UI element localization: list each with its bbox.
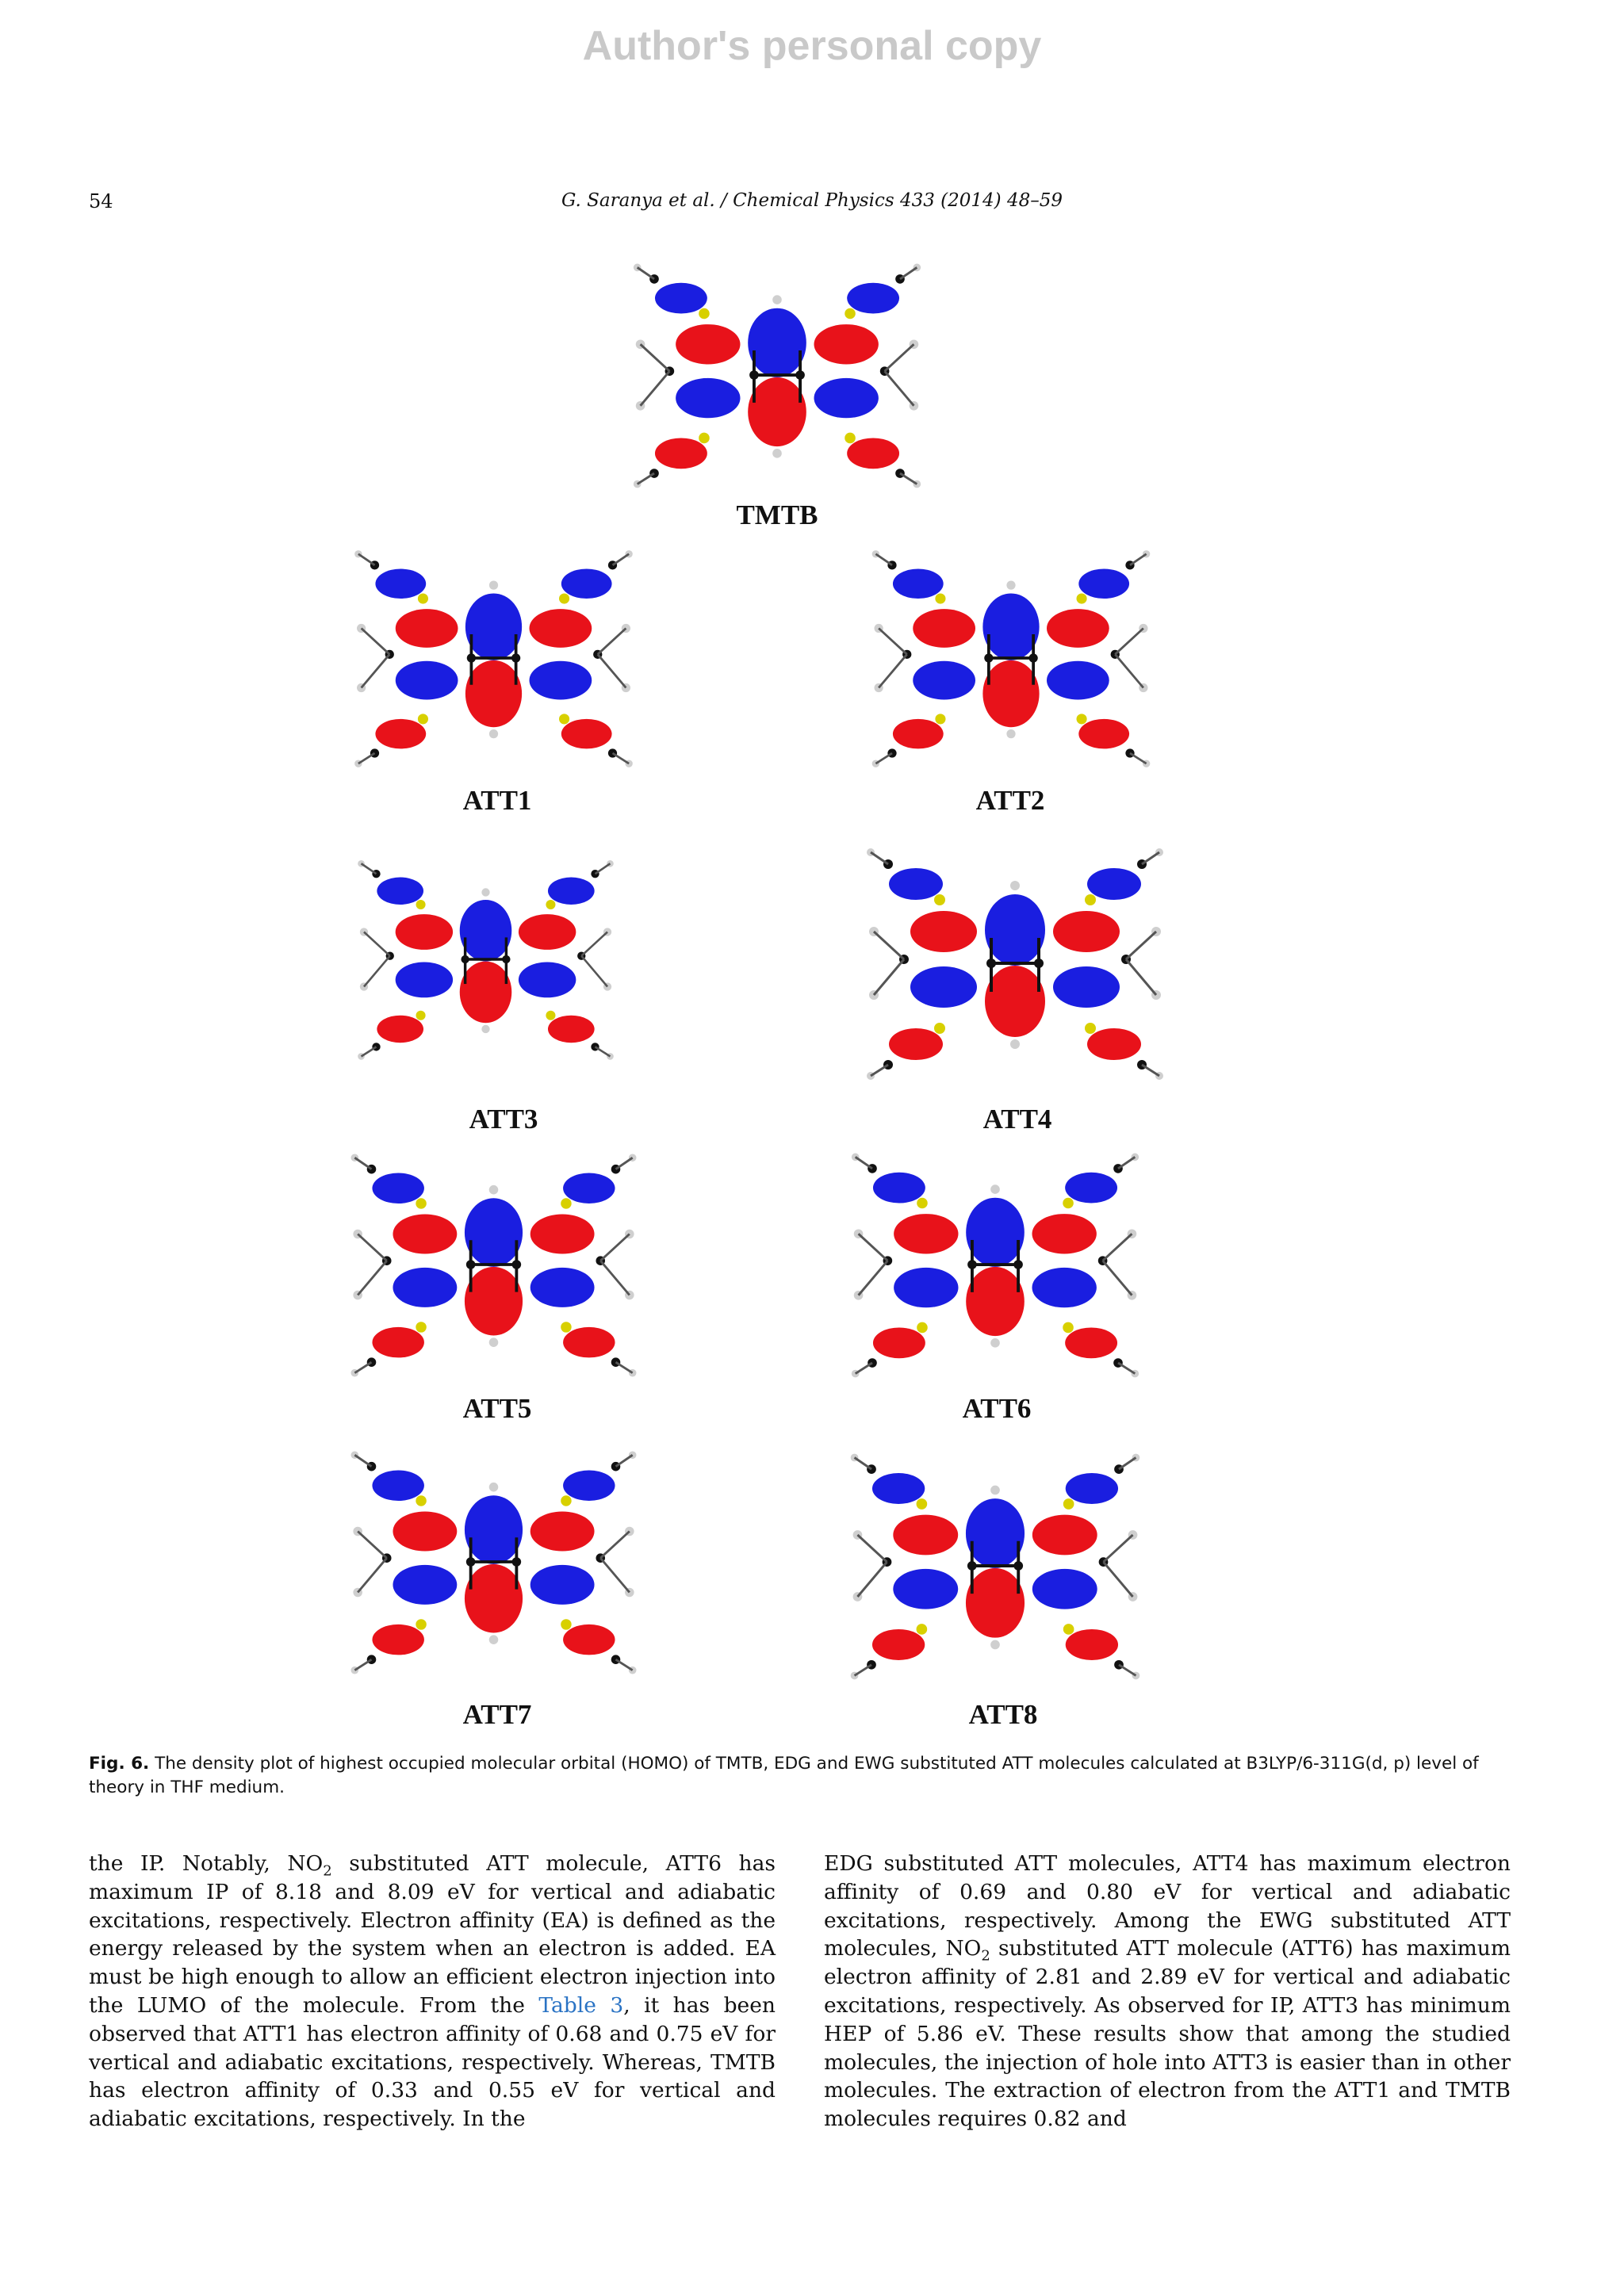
- panel-label-att6: ATT6: [962, 1393, 1032, 1424]
- orbital-drawing: [349, 825, 622, 1094]
- watermark: Author's personal copy: [582, 23, 1042, 69]
- orbital-drawing: [841, 1435, 1150, 1697]
- orbital-plot-att6: [841, 1142, 1150, 1387]
- orbital-drawing: [341, 539, 646, 777]
- running-head: G. Saranya et al. / Chemical Physics 433 (2014) 48–59: [561, 190, 1063, 211]
- body-column-left: [89, 1850, 776, 2133]
- orbital-plot-tmtb: [619, 252, 936, 498]
- orbital-plot-att5: [341, 1142, 646, 1387]
- orbital-plot-att4: [856, 828, 1174, 1098]
- panel-label-tmtb: TMTB: [736, 499, 818, 530]
- panel-label-att5: ATT5: [462, 1393, 532, 1424]
- paragraph: the IP. Notably, $NO_2$ substituted ATT molecule, ATT6 has maximum IP of 8.18 and 8.09 eV for vertical and adiabatic excitations, respectively. Electron affinity (EA) is defined as the energy released by the system when an electron is added. EA must be high enough to allow an efficient electron injection into the LUMO of the molecule. From the Table 3, it has been observed that ATT1 has electron affinity of 0.68 and 0.75 eV for vertical and adiabatic excitations, respectively. Whereas, TMTB has electron affinity of 0.33 and 0.55 eV for vertical and adiabatic excitations, respectively. In the: [89, 1851, 776, 2132]
- panel-label-att1: ATT1: [462, 785, 532, 816]
- orbital-drawing: [845, 539, 1178, 777]
- orbital-drawing: [341, 1142, 646, 1387]
- panel-label-att3: ATT3: [469, 1104, 538, 1135]
- panel-label-att4: ATT4: [982, 1104, 1052, 1135]
- panel-label-att8: ATT8: [968, 1699, 1038, 1730]
- orbital-plot-att2: [845, 539, 1178, 777]
- panel-label-att7: ATT7: [462, 1699, 532, 1730]
- figure-caption: [89, 1752, 1511, 1800]
- orbital-drawing: [619, 252, 936, 498]
- orbital-plot-att3: [349, 825, 622, 1094]
- orbital-plot-att7: [341, 1431, 646, 1693]
- paragraph: EDG substituted ATT molecules, ATT4 has maximum electron affinity of 0.69 and 0.80 eV for vertical and adiabatic excitations, respectively. Among the EWG substituted ATT molecules, $NO_2$ substituted ATT molecule (ATT6) has maximum electron affinity of 2.81 and 2.89 eV for vertical and adiabatic excitations, respectively. As observed for IP, ATT3 has minimum HEP of 5.86 eV. These results show that among the studied molecules, the injection of hole into ATT3 is easier than in other molecules. The extraction of electron from the ATT1 and TMTB molecules requires 0.82 and: [824, 1851, 1511, 2132]
- orbital-plot-att1: [341, 539, 646, 777]
- caption-label: Fig. 6.: [89, 1754, 150, 1774]
- page-number: 54: [89, 190, 113, 212]
- orbital-drawing: [341, 1431, 646, 1693]
- orbital-drawing: [841, 1142, 1150, 1387]
- table-3-link[interactable]: Table 3: [538, 1992, 624, 2018]
- caption-text: The density plot of highest occupied molecular orbital (HOMO) of TMTB, EDG and EWG substituted ATT molecules calculated at B3LYP/6-311G(d, p) level of theory in THF medium.: [89, 1754, 1479, 1797]
- orbital-plot-att8: [841, 1435, 1150, 1697]
- orbital-drawing: [856, 828, 1174, 1098]
- panel-label-att2: ATT2: [975, 785, 1045, 816]
- body-column-right: [824, 1850, 1511, 2133]
